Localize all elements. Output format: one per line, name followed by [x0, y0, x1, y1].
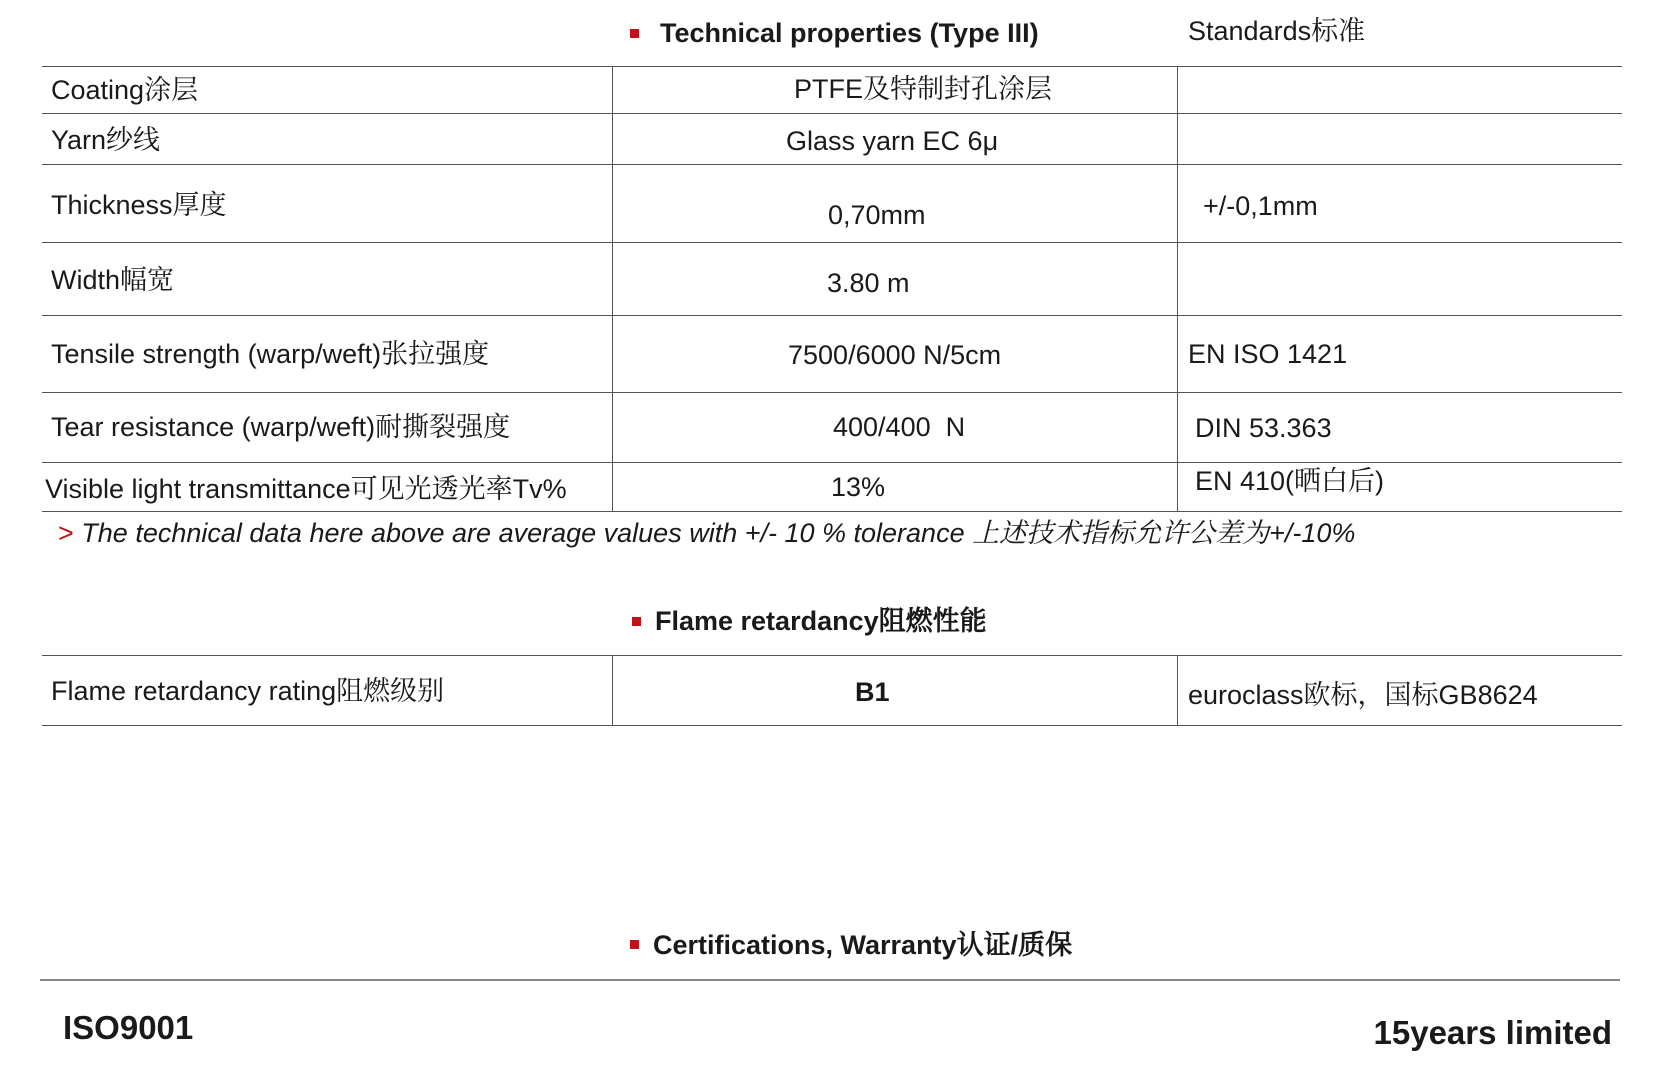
property-label: Thickness厚度 — [51, 190, 227, 220]
property-value: 7500/6000 N/5cm — [788, 340, 1002, 370]
flame-section-title: Flame retardancy阻燃性能 — [655, 606, 987, 636]
property-label: Width幅宽 — [51, 265, 175, 295]
property-standard: EN 410(晒白后) — [1195, 466, 1385, 496]
property-value: B1 — [855, 677, 890, 707]
property-label: Tear resistance (warp/weft)耐撕裂强度 — [51, 412, 511, 442]
property-label: Coating涂层 — [51, 75, 199, 105]
column-divider — [1177, 655, 1178, 725]
property-value: Glass yarn EC 6μ — [786, 126, 999, 156]
table-rule — [42, 511, 1622, 512]
table-rule — [42, 315, 1622, 316]
tolerance-note — [58, 520, 1355, 547]
property-standard: +/-0,1mm — [1203, 191, 1318, 221]
section-bullet-icon — [630, 940, 639, 949]
table-rule — [42, 655, 1622, 656]
section-bullet-icon — [630, 29, 639, 38]
certification-iso: ISO9001 — [63, 1009, 194, 1046]
property-value: 13% — [831, 472, 886, 502]
table-rule — [42, 725, 1622, 726]
section-rule — [40, 979, 1620, 981]
property-label: Yarn纱线 — [51, 125, 161, 155]
table-rule — [42, 392, 1622, 393]
property-standard: EN ISO 1421 — [1188, 339, 1348, 369]
property-standard: euroclass欧标，国标GB8624 — [1188, 680, 1538, 710]
standards-column-header: Standards标准 — [1188, 16, 1366, 46]
note-arrow-icon: > — [58, 518, 74, 548]
property-label: Visible light transmittance可见光透光率Tv% — [45, 474, 567, 504]
table-rule — [42, 242, 1622, 243]
property-value: 3.80 m — [827, 268, 910, 298]
property-label: Flame retardancy rating阻燃级别 — [51, 676, 445, 706]
section-bullet-icon — [632, 617, 641, 626]
table-rule — [42, 164, 1622, 165]
technical-section-title: Technical properties (Type III) — [660, 18, 1039, 48]
tolerance-note-text: The technical data here above are average values with +/- 10 % tolerance 上述技术指标允许公差为+/-10% — [81, 518, 1356, 548]
certifications-section-title: Certifications, Warranty认证/质保 — [653, 930, 1073, 960]
property-value: PTFE及特制封孔涂层 — [794, 74, 1053, 104]
property-label: Tensile strength (warp/weft)张拉强度 — [51, 339, 490, 369]
warranty-term: 15years limited — [1373, 1014, 1612, 1051]
column-divider — [1177, 66, 1178, 511]
property-standard: DIN 53.363 — [1195, 413, 1332, 443]
column-divider — [612, 655, 613, 725]
property-value: 0,70mm — [828, 200, 926, 230]
table-rule — [42, 66, 1622, 67]
table-rule — [42, 113, 1622, 114]
table-rule — [42, 462, 1622, 463]
column-divider — [612, 66, 613, 511]
property-value: 400/400 N — [833, 412, 966, 442]
